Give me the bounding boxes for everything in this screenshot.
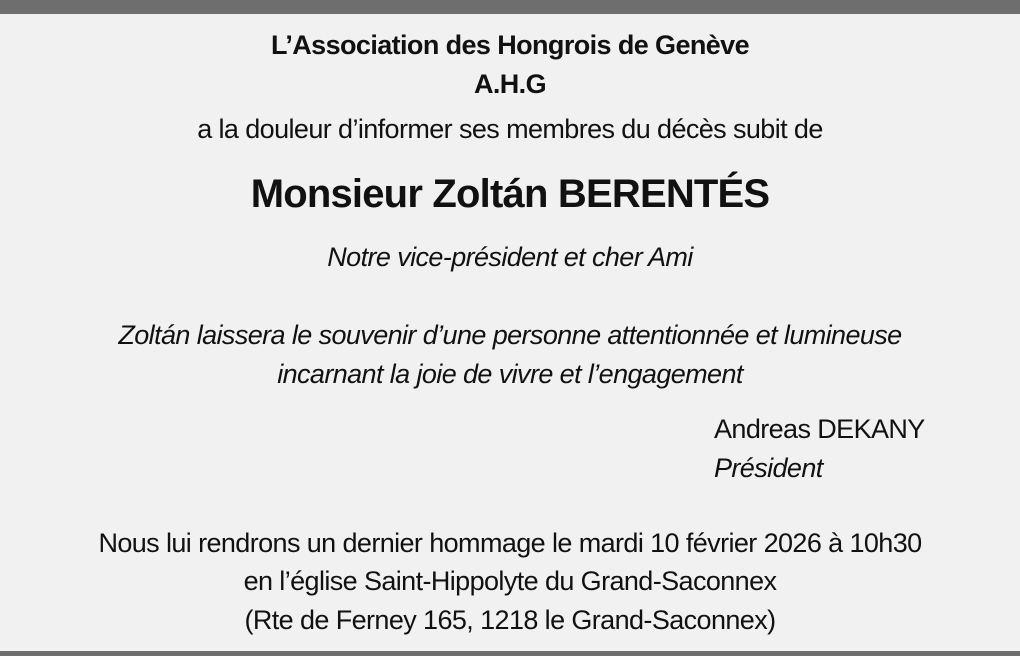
signatory-title: Président <box>714 453 823 483</box>
announcement-text: a la douleur d’informer ses membres du décès subit de <box>197 114 823 144</box>
signatory-name: Andreas DEKANY <box>714 414 925 444</box>
tribute-line-2: incarnant la joie de vivre et l’engagement <box>277 359 743 389</box>
association-abbreviation: A.H.G <box>473 69 546 99</box>
deceased-role: Notre vice-président et cher Ami <box>327 242 693 272</box>
ceremony-line-3: (Rte de Ferney 165, 1218 le Grand-Saconnex) <box>244 605 776 635</box>
tribute-line-1: Zoltán laissera le souvenir d’une personne attentionnée et lumineuse <box>118 320 902 350</box>
association-name: L’Association des Hongrois de Genève <box>270 30 750 60</box>
ceremony-line-1: Nous lui rendrons un dernier hommage le mardi 10 février 2026 à 10h30 <box>98 528 922 558</box>
top-border-bar <box>0 0 1020 14</box>
bottom-border-bar <box>0 651 1020 656</box>
ceremony-line-2: en l’église Saint-Hippolyte du Grand-Saconnex <box>243 566 777 596</box>
deceased-name: Monsieur Zoltán BERENTÉS <box>250 172 770 216</box>
